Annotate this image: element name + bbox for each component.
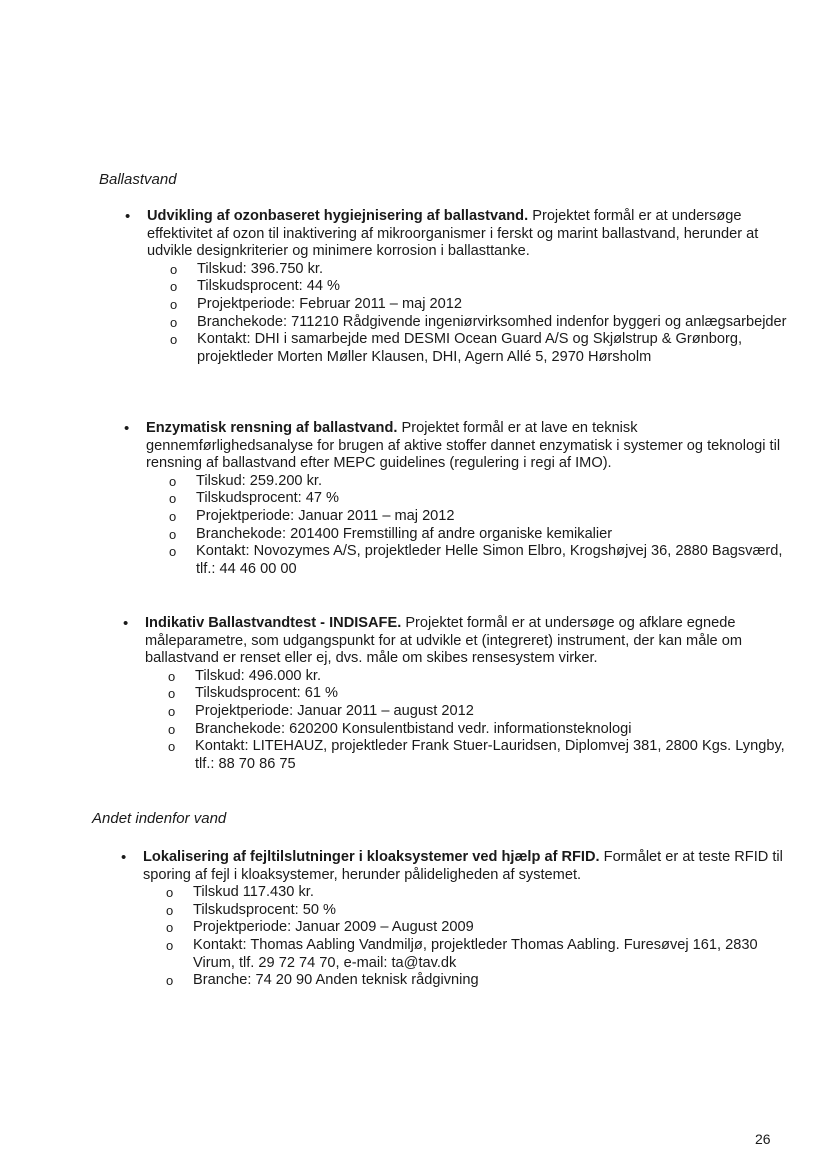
project-rfid-kloak [121,849,793,990]
project-details-list [143,884,793,990]
bullet-icon: • [121,849,127,866]
detail-kontakt: o Kontakt: Thomas Aabling Vandmiljø, projektleder Thomas Aabling. Furesøvej 161, 2830 Virum, tlf. 29 72 74 70, e-mail: ta@tav.dk [193,937,793,972]
detail-kontakt: o Kontakt: DHI i samarbejde med DESMI Ocean Guard A/S og Skjølstrup & Grønborg, projektleder Morten Møller Klausen, DHI, Agern Allé 5, 2970 Hørsholm [197,331,797,366]
section-heading-andet-indenfor-vand: Andet indenfor vand [92,810,227,827]
project-paragraph [147,208,797,261]
bullet-icon: • [125,208,131,225]
project-ozon-hygiejnisering [125,208,797,366]
project-title: Lokalisering af fejltilslutninger i kloaksystemer ved hjælp af RFID. [143,849,600,865]
detail-tilskud: o Tilskud: 396.750 kr. [197,261,797,279]
detail-tilskud: o Tilskud: 496.000 kr. [195,668,795,686]
bullet-icon: • [123,615,129,632]
project-paragraph [145,615,795,668]
project-paragraph [143,849,793,884]
detail-tilskudsprocent: o Tilskudsprocent: 61 % [195,685,795,703]
section-heading-ballastvand: Ballastvand [99,171,177,188]
project-enzymatisk-rensning [124,420,796,578]
project-description: Projektet formål er at undersøge effektivitet af ozon til inaktivering af mikroorganismer i ferskt og marint ballastvand, herunder at udvikle designkriterier og minimere korrosion i ballasttanke. [147,208,759,260]
detail-projektperiode: o Projektperiode: Januar 2011 – august 2012 [195,703,795,721]
detail-kontakt: o Kontakt: LITEHAUZ, projektleder Frank Stuer-Lauridsen, Diplomvej 381, 2800 Kgs. Lyngby, tlf.: 88 70 86 75 [195,738,795,773]
detail-branchekode: o Branchekode: 711210 Rådgivende ingeniørvirksomhed indenfor byggeri og anlægsarbejder [197,314,797,332]
project-title: Indikativ Ballastvandtest - INDISAFE. [145,615,402,631]
detail-kontakt: o Kontakt: Novozymes A/S, projektleder Helle Simon Elbro, Krogshøjvej 36, 2880 Bagsværd, tlf.: 44 46 00 00 [196,543,796,578]
project-title: Udvikling af ozonbaseret hygiejnisering af ballastvand. [147,208,529,224]
detail-tilskudsprocent: o Tilskudsprocent: 44 % [197,278,797,296]
project-description: Projektet formål er at lave en teknisk gennemførlighedsanalyse for brugen af aktive stoffer dannet enzymatisk i systemer og teknologi til rensning af ballastvand efter MEPC guidelines (regulering i regi af IMO). [146,420,781,472]
project-paragraph [146,420,796,473]
detail-branchekode: o Branchekode: 201400 Fremstilling af andre organiske kemikalier [196,526,796,544]
page-number: 26 [755,1131,771,1147]
detail-tilskud: o Tilskud: 259.200 kr. [196,473,796,491]
project-indisafe [123,615,795,773]
project-details-list [145,668,795,774]
detail-projektperiode: o Projektperiode: Januar 2009 – August 2009 [193,919,793,937]
project-description: Projektet formål er at undersøge og afklare egnede måleparametre, som udgangspunkt for at udvikle et (integreret) instrument, der kan måle om ballastvand er renset eller ej, dvs. måle om skibes rensesystem virker. [145,615,743,667]
project-details-list [147,261,797,367]
project-title: Enzymatisk rensning af ballastvand. [146,420,398,436]
detail-branche: o Branche: 74 20 90 Anden teknisk rådgivning [193,972,793,990]
detail-tilskudsprocent: o Tilskudsprocent: 50 % [193,902,793,920]
project-details-list [146,473,796,579]
detail-branchekode: o Branchekode: 620200 Konsulentbistand vedr. informationsteknologi [195,721,795,739]
project-description: Formålet er at teste RFID til sporing af fejl i kloaksystemer, herunder pålideligheden af systemet. [143,849,783,883]
detail-tilskudsprocent: o Tilskudsprocent: 47 % [196,490,796,508]
bullet-icon: • [124,420,130,437]
detail-projektperiode: o Projektperiode: Januar 2011 – maj 2012 [196,508,796,526]
detail-tilskud: o Tilskud 117.430 kr. [193,884,793,902]
detail-projektperiode: o Projektperiode: Februar 2011 – maj 2012 [197,296,797,314]
